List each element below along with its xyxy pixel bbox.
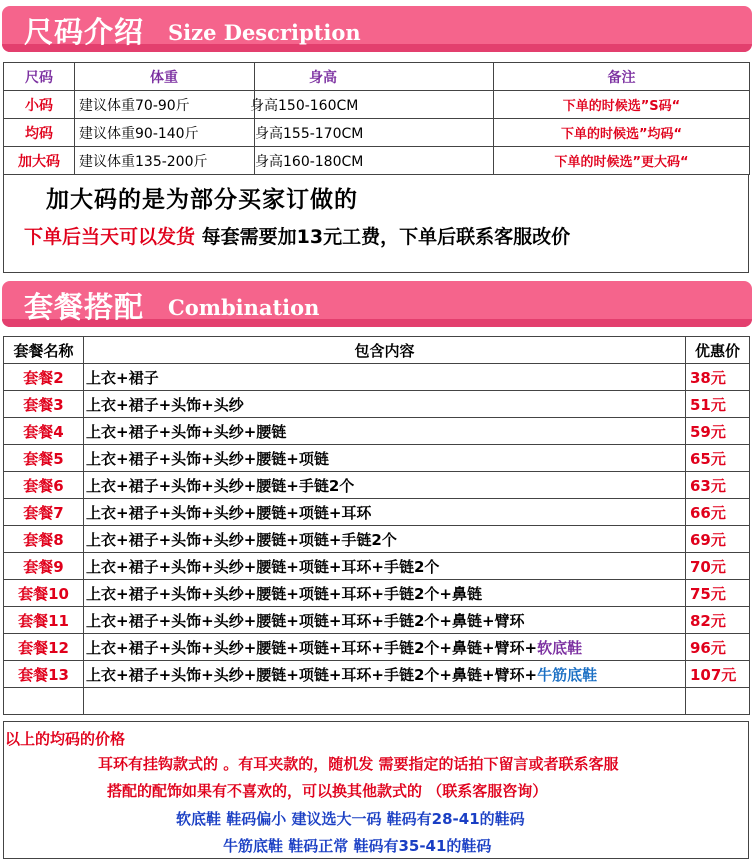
package-contents [84,553,686,580]
package-shoe: 软底鞋 [537,638,583,657]
combo-row [4,472,750,499]
combo-title-en: Combination [168,295,320,320]
size-height: 身高150-160CM [250,91,489,119]
package-items: 上衣+裙子+头饰+头纱+腰链+项链+手链2个 [86,530,397,549]
package-name: 套餐7 [4,499,84,526]
package-items: 上衣+裙子+头饰+头纱+腰链+项链+耳环 [86,503,372,522]
package-name: 套餐9 [4,553,84,580]
combo-row [4,418,750,445]
package-price: 63元 [686,472,750,499]
package-price: 75元 [686,580,750,607]
package-items: 上衣+裙子+头饰+头纱 [86,395,244,414]
package-shoe: 牛筋底鞋 [537,665,598,684]
size-name: 小码 [4,91,75,119]
header-note: 备注 [494,63,750,91]
package-name: 套餐11 [4,607,84,634]
package-price: 107元 [686,661,750,688]
combo-row [4,553,750,580]
package-items: 上衣+裙子+头饰+头纱+腰链+项链+耳环+手链2个+鼻链+臂环+ [86,638,538,657]
package-name: 套餐12 [4,634,84,661]
package-items: 上衣+裙子 [86,368,159,387]
size-note: 下单的时候选”均码“ [494,119,750,147]
footer-line-tendon-shoe: 牛筋底鞋 鞋码正常 鞋码有35-41的鞋码 [223,837,492,855]
package-name: 套餐8 [4,526,84,553]
header-package-name: 套餐名称 [4,337,84,364]
combo-row [4,445,750,472]
package-contents [84,364,686,391]
package-name: 套餐10 [4,580,84,607]
size-name: 加大码 [4,147,75,175]
package-items: 上衣+裙子+头饰+头纱+腰链+手链2个 [86,476,355,495]
size-table-header [4,63,750,91]
package-contents [84,634,686,661]
combo-table [3,336,750,715]
combo-row [4,607,750,634]
package-contents [84,580,686,607]
combo-empty-row [4,688,750,715]
package-contents [84,499,686,526]
package-price: 70元 [686,553,750,580]
combo-row [4,499,750,526]
package-price: 59元 [686,418,750,445]
header-size: 尺码 [4,63,75,91]
package-contents [84,445,686,472]
footer-line-earring: 耳环有挂钩款式的 。有耳夹款的，随机发 需要指定的话拍下留言或者联系客服 [98,755,619,773]
header-weight: 体重 [75,63,255,91]
package-name: 套餐13 [4,661,84,688]
extra-fee-text: 每套需要加13元工费，下单后联系客服改价 [195,226,571,248]
same-day-shipping-text: 下单后当天可以发货 [24,226,196,248]
package-price: 65元 [686,445,750,472]
size-table [3,62,750,175]
combo-row [4,364,750,391]
package-name: 套餐2 [4,364,84,391]
size-height: 身高155-170CM [255,119,494,147]
size-weight: 建议体重70-90斤 [75,91,255,119]
size-name: 均码 [4,119,75,147]
size-note: 下单的时候选”更大码“ [494,147,750,175]
size-row [4,119,750,147]
size-weight: 建议体重135-200斤 [75,147,255,175]
header-contents: 包含内容 [84,337,686,364]
footer-notes [3,721,749,859]
package-price: 82元 [686,607,750,634]
combo-table-header [4,337,750,364]
size-title-zh: 尺码介绍 [24,15,145,49]
combo-row [4,391,750,418]
combo-row [4,661,750,688]
plus-size-note: 加大码的是为部分买家订做的 [46,187,358,213]
package-price: 38元 [686,364,750,391]
package-items: 上衣+裙子+头饰+头纱+腰链+项链+耳环+手链2个+鼻链 [86,584,482,603]
package-items: 上衣+裙子+头饰+头纱+腰链+项链+耳环+手链2个 [86,557,440,576]
shipping-note [24,222,570,249]
package-contents [84,418,686,445]
combo-section-banner [2,281,752,327]
combo-title-zh: 套餐搭配 [24,290,145,324]
package-contents [84,526,686,553]
package-name: 套餐4 [4,418,84,445]
package-contents [84,391,686,418]
size-note-box [3,174,749,273]
package-name: 套餐6 [4,472,84,499]
package-items: 上衣+裙子+头饰+头纱+腰链+项链+耳环+手链2个+鼻链+臂环+ [86,665,538,684]
combo-row [4,634,750,661]
empty-cell [686,688,750,715]
package-contents [84,661,686,688]
size-title-en: Size Description [168,20,361,45]
size-row [4,147,750,175]
size-note: 下单的时候选”S码“ [494,91,750,119]
package-price: 51元 [686,391,750,418]
size-section-banner [2,6,752,52]
footer-line-price-note: 以上的均码的价格 [5,730,126,748]
size-weight: 建议体重90-140斤 [75,119,255,147]
header-price: 优惠价 [686,337,750,364]
empty-cell [84,688,686,715]
combo-row [4,526,750,553]
package-contents [84,472,686,499]
package-contents [84,607,686,634]
footer-line-accessory: 搭配的配饰如果有不喜欢的，可以换其他款式的 （联系客服咨询） [107,782,548,800]
combo-row [4,580,750,607]
header-height: 身高 [255,63,494,91]
package-items: 上衣+裙子+头饰+头纱+腰链+项链+耳环+手链2个+鼻链+臂环 [86,611,525,630]
package-name: 套餐3 [4,391,84,418]
size-row [4,91,750,119]
package-items: 上衣+裙子+头饰+头纱+腰链+项链 [86,449,329,468]
package-price: 66元 [686,499,750,526]
package-name: 套餐5 [4,445,84,472]
package-price: 96元 [686,634,750,661]
footer-line-soft-shoe: 软底鞋 鞋码偏小 建议选大一码 鞋码有28-41的鞋码 [176,810,525,828]
size-height: 身高160-180CM [255,147,494,175]
empty-cell [4,688,84,715]
package-price: 69元 [686,526,750,553]
package-items: 上衣+裙子+头饰+头纱+腰链 [86,422,287,441]
